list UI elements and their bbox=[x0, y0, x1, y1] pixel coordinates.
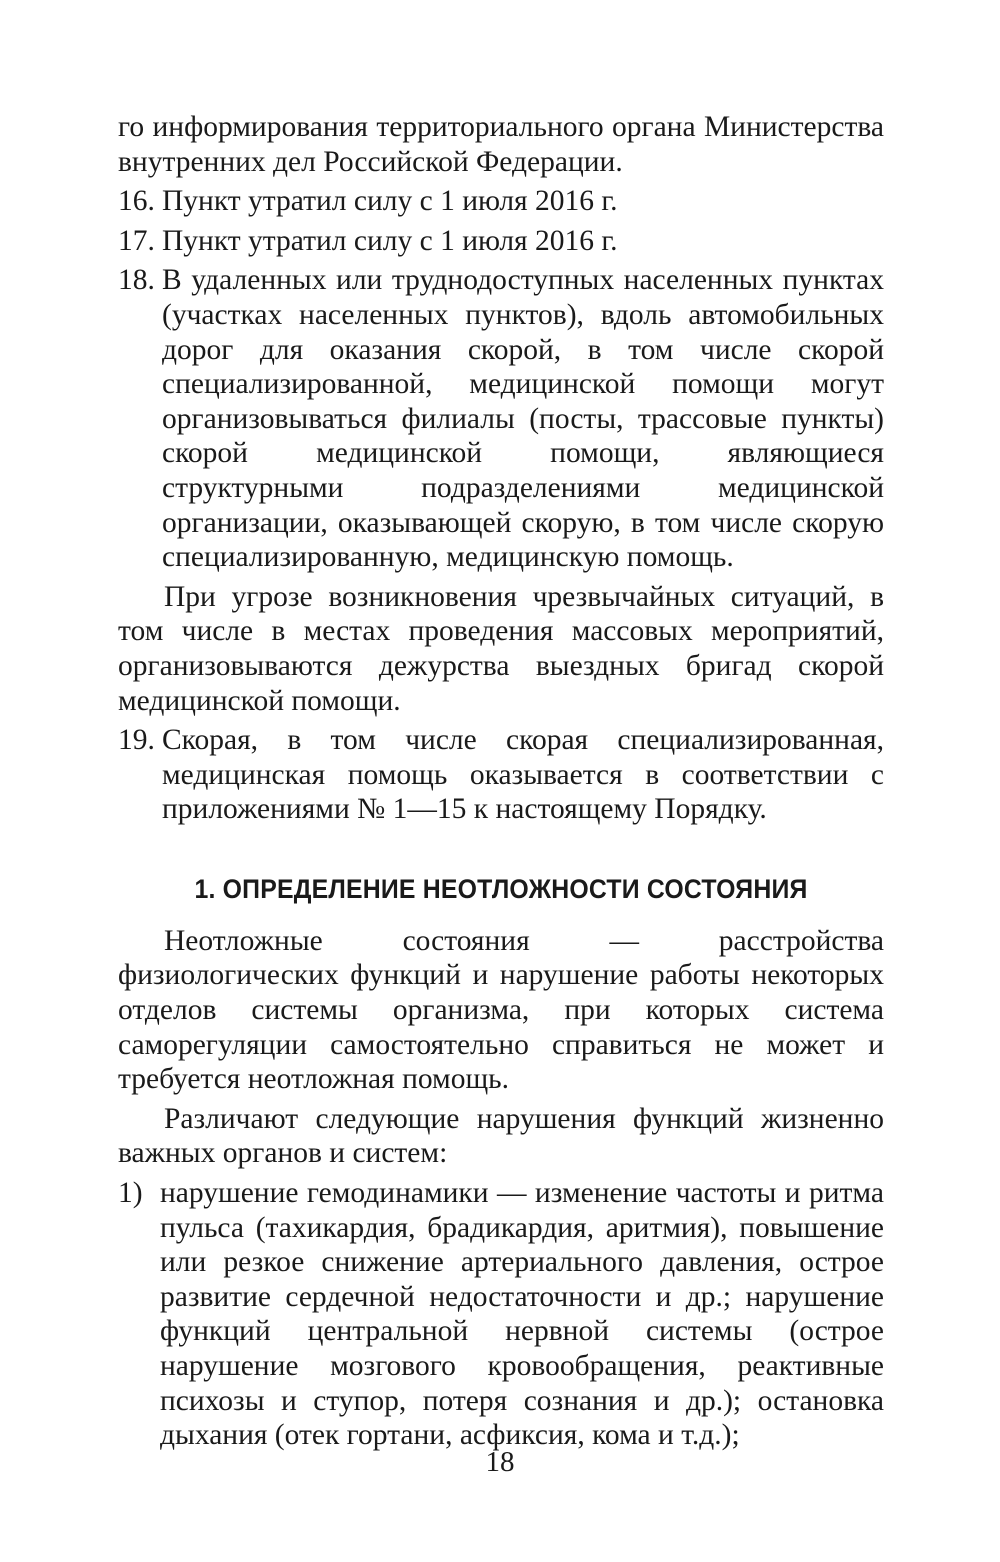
item-number: 17. bbox=[118, 224, 155, 257]
item-text: Пункт утратил силу с 1 июля 2016 г. bbox=[162, 224, 618, 257]
paragraph-distinguish: Различают следующие нарушения функций жизненно важных органов и систем: bbox=[118, 1102, 884, 1170]
paragraph-definition: Неотложные состояния — расстройства физиологических функций и нарушение работы некоторых отделов системы организма, при которых система саморегуляции самостоятельно справиться не может и требуется неотложная помощь. bbox=[118, 924, 884, 1096]
item-number: 18. bbox=[118, 264, 155, 297]
continuation-paragraph: го информирования территориального органа Министерства внутренних дел Российской Федерации. bbox=[118, 111, 884, 178]
item-text: нарушение гемодинамики — изменение частоты и ритма пульса (тахикардия, брадикардия, аритмия), повышение или резкое снижение артериального давления, острое развитие сердечной недостаточности и др.; нарушение функций центральной нервной системы (острое нарушение мозгового кровообращения, реактивные психозы и ступор, потеря сознания и др.); остановка дыхания (отек гортани, асфиксия, кома и т.д.); bbox=[160, 1177, 884, 1452]
list-item-1 bbox=[118, 1176, 884, 1453]
page-body bbox=[118, 110, 884, 1458]
list-item-17 bbox=[118, 224, 884, 259]
list-item-16 bbox=[118, 184, 884, 219]
list-item-18 bbox=[118, 263, 884, 574]
item-text: В удаленных или труднодоступных населенных пунктах (участках населенных пунктов), вдоль автомобильных дорог для оказания скорой, в том числе скорой специализированной, медицинской помощи могут организовываться филиалы (посты, трассовые пункты) скорой медицинской помощи, являющиеся структурными подразделениями медицинской организации, оказывающей скорую, в том числе скорую специализированную, медицинскую помощь. bbox=[162, 264, 884, 574]
item-text: Скорая, в том числе скорая специализированная, медицинская помощь оказывается в соответствии с приложениями № 1—15 к настоящему Порядку. bbox=[162, 724, 884, 826]
list-item-19 bbox=[118, 723, 884, 827]
item-number: 1) bbox=[118, 1177, 143, 1210]
paragraph-emergency-duty: При угрозе возникновения чрезвычайных ситуаций, в том числе в местах проведения массовых мероприятий, организовываются дежурства выездных бригад скорой медицинской помощи. bbox=[118, 580, 884, 717]
page-number: 18 bbox=[485, 1446, 515, 1478]
item-number: 19. bbox=[118, 724, 155, 757]
item-number: 16. bbox=[118, 185, 155, 218]
item-text: Пункт утратил силу с 1 июля 2016 г. bbox=[162, 185, 618, 218]
section-title: 1. ОПРЕДЕЛЕНИЕ НЕОТЛОЖНОСТИ СОСТОЯНИЯ bbox=[194, 873, 808, 904]
